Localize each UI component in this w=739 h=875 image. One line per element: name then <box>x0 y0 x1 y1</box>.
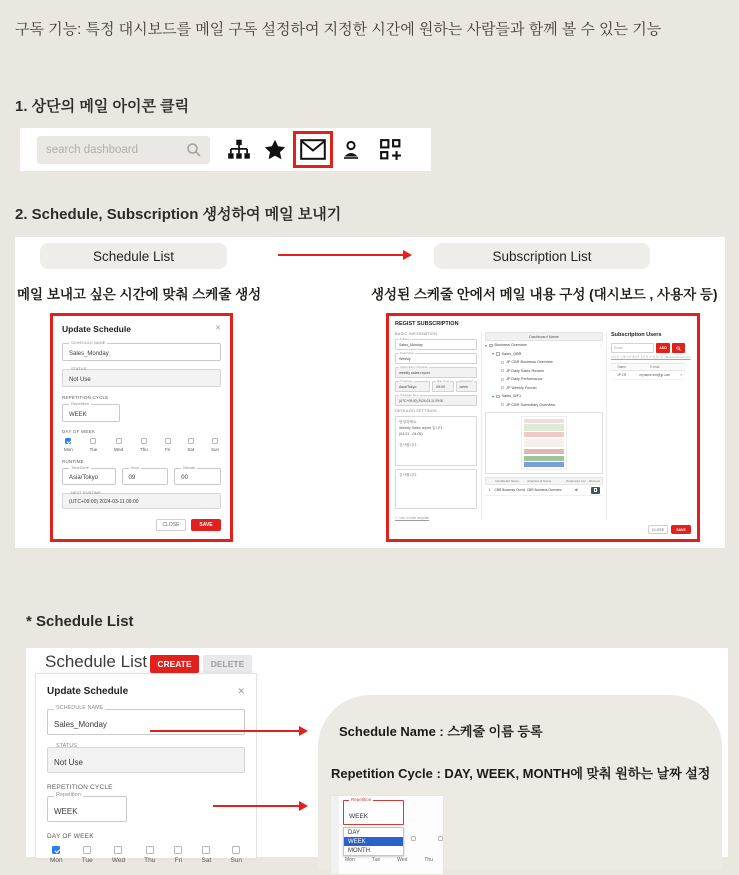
users-col-name: Name <box>617 365 626 369</box>
schedule-list-pill[interactable]: Schedule List <box>40 243 227 269</box>
dashboard-search-box[interactable] <box>37 136 210 164</box>
save-button[interactable]: SAVE <box>671 525 691 534</box>
description-field[interactable] <box>395 350 477 364</box>
basic-information-label: BASIC INFORMATION <box>395 332 438 336</box>
day-checkbox-thu[interactable] <box>140 438 148 452</box>
checkbox[interactable] <box>165 438 171 444</box>
repetition-field <box>456 378 477 392</box>
schedule-name-field[interactable] <box>62 340 221 361</box>
email-input[interactable]: Email <box>611 343 654 353</box>
caret-icon[interactable]: ▾ <box>485 342 488 348</box>
partial-day-checkboxes <box>411 836 443 841</box>
timezone-label: TimeZone <box>71 465 89 470</box>
status-field <box>62 366 221 387</box>
timezone-field[interactable] <box>62 465 116 485</box>
run-time-value: 09:00 <box>436 385 446 389</box>
repetition-dropdown-options <box>343 827 404 856</box>
subscription-users-heading: Subscription Users <box>611 332 662 338</box>
repetition-value: WEEK <box>349 813 369 820</box>
checkbox[interactable] <box>52 846 60 854</box>
dashboard-tree-header: Dashboard Name <box>485 332 603 341</box>
day-checkbox-mon[interactable] <box>64 438 73 452</box>
day-label: Wed <box>113 447 124 452</box>
repetition-label: Repetition <box>71 401 90 406</box>
remove-attachment-button[interactable] <box>591 487 600 494</box>
repetition-cycle-label: REPETITION CYCLE <box>62 395 109 400</box>
day-checkbox-sat[interactable] <box>187 438 194 452</box>
tree-item[interactable] <box>485 401 603 410</box>
search-icon <box>186 142 202 158</box>
attach-row-no: 1 <box>488 488 491 492</box>
day-label: Thu <box>424 857 433 863</box>
attach-col-parameter-list: Parameter List <box>566 479 586 483</box>
toolbar-icons <box>226 131 403 168</box>
schedule-name-value: Sales_Monday <box>54 720 107 729</box>
day-label: Mon <box>345 857 355 863</box>
day-label: Fri <box>174 857 183 864</box>
day-label: Mon <box>64 447 73 452</box>
dialog-title: Update Schedule <box>47 686 129 697</box>
next-runtime-field <box>62 490 221 509</box>
checkbox[interactable] <box>232 846 240 854</box>
toolbar-screenshot <box>20 128 431 171</box>
minute-value: 00 <box>181 475 188 481</box>
intro-text: 구독 기능: 특정 대시보드를 메일 구독 설정하여 지정한 시간에 원하는 사람들과 함께 볼 수 있는 기능 <box>15 21 662 38</box>
dialog-title: Update Schedule <box>62 324 131 334</box>
tree-item[interactable] <box>485 392 603 401</box>
day-checkbox-sat[interactable] <box>202 846 212 864</box>
repetition-label: Repetition <box>460 378 474 383</box>
day-label: Tue <box>89 447 98 452</box>
day-label: Sun <box>230 857 242 864</box>
content-header-textarea[interactable]: 안녕하세요. Weekly Sales report 입니다. (04.01 - 04.05) 감사합니다. <box>395 416 477 466</box>
dashboard-icon <box>501 369 504 372</box>
run-time-field <box>432 378 453 392</box>
checkbox[interactable] <box>202 846 210 854</box>
timezone-value: Asia/Tokyo <box>399 385 417 389</box>
close-icon[interactable]: ✕ <box>237 686 245 696</box>
step2-figure <box>15 237 725 548</box>
tree-item-label: Sales_QBR <box>501 351 522 356</box>
day-checkbox-tue[interactable] <box>90 438 98 452</box>
day-of-week-checkboxes <box>47 846 245 864</box>
create-button[interactable]: CREATE <box>150 655 199 673</box>
schedule-name-arrow <box>150 730 300 732</box>
partial-day-labels <box>345 857 445 863</box>
user-email: myname.kim@jp.com <box>639 373 671 377</box>
tree-item[interactable] <box>485 341 603 350</box>
repetition-arrow <box>213 805 300 807</box>
favorites-star-icon[interactable] <box>263 138 287 162</box>
day-label: Tue <box>371 857 381 863</box>
repetition-select[interactable] <box>47 792 127 822</box>
run-time-label: Run Time <box>437 378 450 383</box>
day-checkbox-fri[interactable] <box>174 846 182 864</box>
minute-label: Minute <box>183 465 196 470</box>
add-user-button[interactable]: ADD <box>656 343 671 353</box>
dropdown-option-week[interactable]: WEEK <box>344 837 403 846</box>
email-domain-note: 허용된 도메인의 메일만 등록할 수 있습니다. allowed-domain.com <box>611 355 691 359</box>
status-label: STATUS <box>71 366 87 371</box>
dropdown-option-month[interactable]: MONTH <box>348 847 370 854</box>
next-runtime-label: NEXT RUNTIME <box>71 490 101 495</box>
repetition-cycle-label: REPETITION CYCLE <box>47 784 113 791</box>
attach-col-dashboard-name: Dashboard Name <box>495 479 519 483</box>
subscription-caption: 생성된 스케줄 안에서 메일 내용 구성 (대시보드 , 사용자 등) <box>371 287 718 302</box>
close-button[interactable]: CLOSE <box>648 525 668 534</box>
schedule-name-label: SCHEDULE NAME <box>71 340 106 345</box>
tree-item-label: JP CBR Business Overview <box>506 360 553 365</box>
tree-item-label: JP Weekly Funnel <box>506 385 537 390</box>
explanation-panel <box>318 695 722 870</box>
user-row <box>611 371 685 380</box>
sitemap-icon[interactable] <box>226 137 252 163</box>
repetition-value: WEEK <box>69 412 87 418</box>
tree-item[interactable] <box>485 375 603 384</box>
checkbox[interactable] <box>90 438 96 444</box>
day-of-week-checkboxes <box>62 438 221 452</box>
attachment-row <box>485 485 603 496</box>
close-icon[interactable]: ✕ <box>215 325 221 332</box>
tree-item[interactable] <box>485 358 603 367</box>
checkbox[interactable] <box>141 438 147 444</box>
timezone-label: TimeZone <box>400 378 413 383</box>
checkbox[interactable] <box>83 846 91 854</box>
search-input[interactable] <box>46 144 176 156</box>
subscription-users-column <box>607 332 691 520</box>
template-help-link[interactable]: ⓘ how to write template <box>395 516 430 520</box>
day-checkbox-sun[interactable] <box>230 846 242 864</box>
schedule-time-value: (UTC+09:00) 2024-03-11 09:00 <box>399 399 444 403</box>
status-value: Not Use <box>54 758 83 767</box>
day-label: Fri <box>164 447 171 452</box>
repetition-label: Repetition <box>351 797 372 802</box>
dashboard-icon <box>501 361 504 364</box>
step1-heading: 1. 상단의 메일 아이콘 클릭 <box>15 98 190 115</box>
minute-field[interactable] <box>174 465 221 485</box>
dropdown-option-day[interactable]: DAY <box>348 829 360 836</box>
mail-icon-highlight-box[interactable] <box>293 131 333 168</box>
dashboard-icon <box>501 386 504 389</box>
mail-icon <box>300 139 326 160</box>
regist-subscription-dialog-screenshot <box>386 313 700 542</box>
repetition-select[interactable] <box>343 797 404 825</box>
subject-value: Sales_Monday <box>399 343 423 347</box>
day-checkbox-fri[interactable] <box>165 438 171 452</box>
checkbox[interactable] <box>116 438 122 444</box>
checkbox[interactable] <box>174 846 182 854</box>
day-label: Sat <box>201 857 212 864</box>
subscription-dialog-title: REGIST SUBSCRIPTION <box>395 321 459 327</box>
checkbox[interactable] <box>188 438 194 444</box>
content-footer-textarea[interactable]: 감사합니다. <box>395 469 477 509</box>
day-label: Wed <box>397 857 408 863</box>
day-label: Thu <box>144 857 156 864</box>
attach-col-attachment-name: Attachment Name <box>527 479 552 483</box>
flow-arrow <box>278 254 404 256</box>
dashboard-icon <box>501 403 504 406</box>
day-checkbox-wed[interactable] <box>114 438 123 452</box>
user-icon[interactable] <box>339 138 363 162</box>
repetition-cycle-explanation: Repetition Cycle : DAY, WEEK, MONTH에 맞춰 원하는 날짜 설정 <box>331 766 711 781</box>
subject-field[interactable] <box>395 336 477 350</box>
dashboard-preview-thumbnail <box>485 412 603 474</box>
tree-item-label: JP CBR Subsidiary Overview <box>506 402 556 407</box>
day-label: Thu <box>139 447 148 452</box>
day-label: Mon <box>50 857 63 864</box>
schedule-name-value: Sales_Monday <box>69 351 109 357</box>
description-value: Weekly <box>399 357 411 361</box>
day-checkbox-tue[interactable] <box>82 846 93 864</box>
status-value: Not Use <box>69 377 91 383</box>
schedule-caption: 메일 보내고 싶은 시간에 맞춰 스케줄 생성 <box>17 287 262 302</box>
dashboard-tree-column <box>481 332 607 520</box>
schedule-time-field <box>395 392 477 406</box>
day-label: Wed <box>111 857 126 864</box>
users-table <box>611 363 685 380</box>
tree-item-label: Business Overview <box>494 343 527 348</box>
checkbox[interactable] <box>65 438 71 444</box>
attach-attachment-name: CBR Business Overview <box>526 488 562 492</box>
schedule-list-page-title: Schedule List <box>45 652 148 671</box>
attach-col-remove: Remove <box>588 479 601 483</box>
tree-item-label: JP Daily Sales Review <box>506 368 544 373</box>
day-label: Tue <box>81 857 93 864</box>
update-schedule-dialog-screenshot-large <box>35 673 257 864</box>
subject-label: Subject <box>400 336 410 341</box>
subscription-schedule-field <box>395 364 477 378</box>
tree-item-label: JP Daily Performance <box>506 377 543 382</box>
repetition-value: week <box>459 385 468 389</box>
checkbox[interactable] <box>114 846 122 854</box>
attach-parameter-list: all <box>574 488 578 492</box>
checkbox[interactable] <box>496 395 500 399</box>
schedule-list-heading: * Schedule List <box>26 613 134 630</box>
close-button[interactable]: CLOSE <box>156 519 186 531</box>
user-search-button[interactable] <box>672 343 685 353</box>
subscription-schedule-value: weekly sales report <box>399 371 430 375</box>
tree-item-label: Sales_WF1 <box>501 394 522 399</box>
day-label: Sat <box>187 447 195 452</box>
day-label: Sun <box>210 447 219 452</box>
dashboard-icon <box>501 378 504 381</box>
schedule-name-label: SCHEDULE NAME <box>56 705 104 711</box>
save-button[interactable]: SAVE <box>191 519 221 531</box>
runtime-label: RUNTIME <box>62 459 84 464</box>
more-menu-icon[interactable]: ⋮ <box>599 343 603 348</box>
day-checkbox-thu[interactable] <box>144 846 155 864</box>
tree-item[interactable] <box>485 384 603 393</box>
checkbox[interactable] <box>146 846 154 854</box>
caret-icon[interactable]: ▾ <box>492 393 495 399</box>
repetition-select[interactable] <box>62 401 120 422</box>
basic-information-column <box>395 332 481 520</box>
next-runtime-value: (UTC+09:00) 2024-03-11 09:00 <box>69 499 139 505</box>
attachment-table <box>485 477 603 496</box>
dashboard-tree <box>485 341 603 409</box>
step2-heading: 2. Schedule, Subscription 생성하여 메일 보내기 <box>15 206 342 223</box>
schedule-name-explanation: Schedule Name : 스케줄 이름 등록 <box>339 724 543 739</box>
repetition-value: WEEK <box>54 807 78 816</box>
schedule-time-label: Schedule Time <box>400 392 419 397</box>
repetition-label: Repetition <box>56 792 81 798</box>
subscription-list-pill[interactable]: Subscription List <box>434 243 650 269</box>
detailed-settings-label: DETAILED SETTINGS <box>395 409 437 413</box>
schedule-list-figure <box>26 648 728 864</box>
repetition-dropdown-screenshot <box>330 795 444 875</box>
timezone-field <box>395 378 430 392</box>
tree-item[interactable] <box>485 367 603 376</box>
day-checkbox-wed[interactable] <box>112 846 125 864</box>
hour-value: 09 <box>128 475 136 481</box>
trash-icon <box>594 488 597 492</box>
hour-label: Hour <box>130 465 140 470</box>
attach-dashboard-name: CBR Business Overvi <box>494 488 526 492</box>
timezone-value: Asia/Tokyo <box>69 475 99 481</box>
search-icon <box>676 346 681 351</box>
users-col-email: E-mail <box>650 365 660 369</box>
user-name: JP CR <box>617 373 627 377</box>
caret-icon[interactable]: ▾ <box>492 351 495 357</box>
day-checkbox-mon[interactable] <box>50 846 63 864</box>
update-schedule-dialog-screenshot <box>50 313 233 542</box>
status-label: STATUS <box>56 743 77 749</box>
day-checkbox-sun[interactable] <box>211 438 219 452</box>
remove-user-icon[interactable]: ✕ <box>679 373 683 377</box>
delete-button[interactable]: DELETE <box>203 655 252 673</box>
day-of-week-label: DAY OF WEEK <box>62 429 96 434</box>
checkbox[interactable] <box>496 352 500 356</box>
subscription-schedule-label: Subscription Schedule <box>400 364 428 369</box>
checkbox[interactable] <box>489 344 493 348</box>
day-of-week-label: DAY OF WEEK <box>47 833 94 840</box>
tree-item[interactable] <box>485 350 603 359</box>
description-label: Description <box>400 350 414 355</box>
checkbox[interactable] <box>212 438 218 444</box>
hour-field[interactable] <box>122 465 169 485</box>
dashboard-add-icon[interactable] <box>378 137 403 162</box>
status-field <box>47 743 245 773</box>
